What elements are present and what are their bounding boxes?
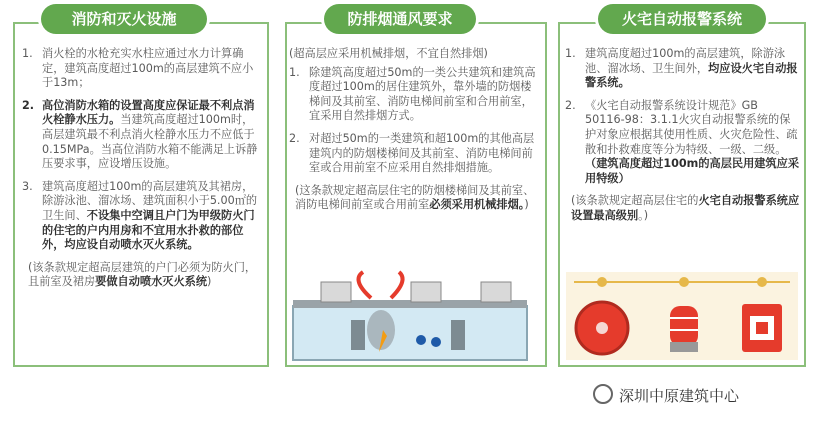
list-item: 2. 对超过50m的一类建筑和超100m的其他高层建筑内的防烟楼梯间及其前室、消防电梯间前室或合用前室不应采用自然排烟措施。 [289, 131, 535, 175]
list-item: 1. 除建筑高度超过50m的一类公共建筑和建筑高度超过100m的居住建筑外，靠外墙的防烟楼梯间及其前室、消防电梯间前室和合用前室，宜采用自然排烟方式。 [289, 65, 536, 123]
fire-alarm-content [565, 47, 801, 224]
note: (该条款规定超高层建筑的户门必须为防火门，且前室及裙房要做自动喷水灭火系统) [28, 260, 257, 289]
fire-alarm-title: 火宅自动报警系统 [598, 4, 766, 34]
alarm-devices-illustration [566, 272, 798, 360]
note: (该条款规定超高层住宅的火宅自动报警系统应设置最高级别。) [571, 194, 800, 222]
list-item: 3. 建筑高度超过100m的高层建筑及其裙房，除游泳池、溜冰场、建筑面积小于5.00㎡的卫生间、不设集中空调且户门为甲级防火门的住宅的户内用房和不宜用水扑救的部位外，均应设自动喷水灭火系统。 [22, 179, 258, 252]
list-item: 1. 建筑高度超过100m的高层建筑，除游泳池、溜冰场、卫生间外，均应设火宅自动报警系统。 [565, 47, 798, 90]
smoke-control-content [289, 47, 537, 213]
list-item: 2. 高位消防水箱的设置高度应保证最不利点消火栓静水压力。当建筑高度超过100m时，高层建筑最不利点消火栓静水压力不应低于0.15MPa。当高位消防水箱不能满足上诉静压要求事，应设增压设施。 [22, 98, 258, 171]
list-item: 2. 《火宅自动报警系统设计规范》GB 50116-98：3.1.1火灾自动报警系统的保护对象应根据其使用性质、火灾危险性、疏散和扑救难度等分为特级、一级、二级。（建筑高度超过100m的高层民用建筑应采用特级） [565, 98, 800, 185]
smoke-exhaust-illustration [291, 270, 529, 362]
note: (这条款规定超高层住宅的防烟楼梯间及其前室、消防电梯间前室或合用前室必须采用机械排烟。) [295, 183, 535, 212]
list-item: 1. 消火栓的水枪充实水柱应通过水力计算确定，建筑高度超过100m的高层建筑不应小于13m； [22, 47, 254, 90]
wechat-icon [593, 384, 613, 404]
fire-facilities-title: 消防和灭火设施 [41, 4, 207, 34]
footer-credit: 深圳中原建筑中心 [593, 384, 739, 406]
fire-facilities-content [22, 47, 260, 290]
smoke-control-title: 防排烟通风要求 [324, 4, 476, 34]
intro-text: (超高层应采用机械排烟，不宜自然排烟) [289, 47, 488, 60]
